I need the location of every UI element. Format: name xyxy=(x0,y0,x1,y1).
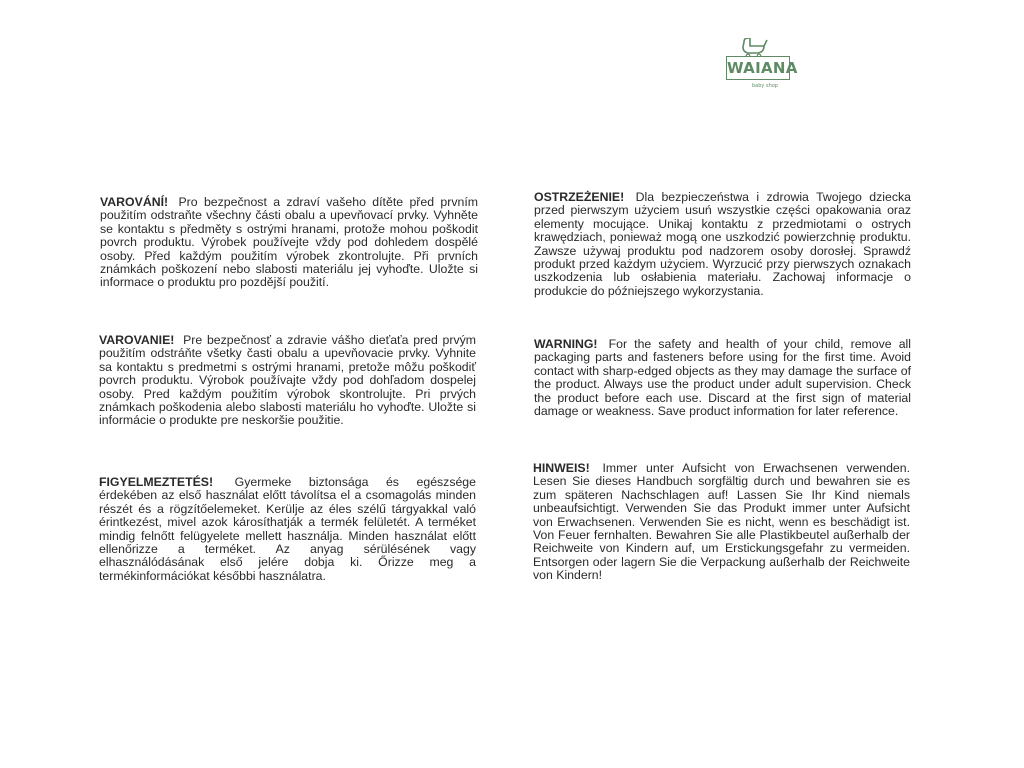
warning-text-cz: Pro bezpečnost a zdraví vašeho dítěte před prvním použitím odstraňte všechny části obalu a upevňovací prvky. Vyhněte se kontaktu s předměty s ostrými hranami, protože mohou poškodit povrch produktu. Výrobek používejte vždy pod dohledem dospělé osoby. Před každým použitím výrobek zkontrolujte. Při prvních známkách poškození nebo slabosti materiálu jej vyhoďte. Uložte si informace o produktu pro pozdější použití. xyxy=(100,195,478,290)
stroller-icon xyxy=(738,38,768,58)
warning-text-hu: Gyermeke biztonsága és egészsége érdekében az első használat előtt távolítsa el a csomagolás minden részét és a rögzítőelemeket. Kerülje az éles szélű tárgyakkal való érintkezést, mivel azok károsíthatják a termék felületét. A terméket mindig felnőtt felügyelete mellett használja. Minden használat előtt ellenőrizze a terméket. Az anyag sérülésének vagy elhasználódásának első jelére dobja ki. Őrizze meg a termékinformációkat későbbi használatra. xyxy=(99,475,476,583)
warning-block-cz xyxy=(100,196,478,290)
warning-heading-pl: OSTRZEŻENIE! xyxy=(534,190,625,204)
warning-text-sk: Pre bezpečnosť a zdravie vášho dieťaťa pred prvým použitím odstráňte všetky časti obalu a upevňovacie prvky. Vyhnite sa kontaktu s predmetmi s ostrými hranami, pretože môžu poškodiť povrch produktu. Výrobok používajte vždy pod dohľadom dospelej osoby. Pred každým použitím výrobok skontrolujte. Pri prvých známkach poškodenia alebo slabosti materiálu ho vyhoďte. Uložte si informácie o produkte pre neskoršie použitie. xyxy=(99,333,476,428)
warning-block-en xyxy=(534,338,911,418)
warning-heading-sk: VAROVANIE! xyxy=(99,333,175,347)
brand-logo xyxy=(724,38,798,96)
logo-frame xyxy=(726,56,798,80)
warning-heading-de: HINWEIS! xyxy=(533,461,590,475)
logo-name: WAIANA xyxy=(727,59,798,77)
warning-block-pl xyxy=(534,191,911,298)
warning-block-de xyxy=(533,462,910,583)
warning-block-hu xyxy=(99,476,476,583)
warning-text-de: Immer unter Aufsicht von Erwachsenen verwenden. Lesen Sie dieses Handbuch sorgfältig durch und bewahren sie es zum späteren Nachschlagen auf! Lassen Sie Ihr Kind niemals unbeaufsichtigt. Verwenden Sie das Produkt immer unter Aufsicht von Erwachsenen. Verwenden Sie es nicht, wenn es beschädigt ist. Von Feuer fernhalten. Bewahren Sie alle Plastikbeutel außerhalb der Reichweite von Kindern auf, um Erstickungsgefahr zu vermeiden. Entsorgen oder lagern Sie die Verpackung außerhalb der Reichweite von Kindern! xyxy=(533,461,910,583)
warning-heading-cz: VAROVÁNÍ! xyxy=(100,195,169,209)
warning-text-en: For the safety and health of your child, remove all packaging parts and fasteners before using for the first time. Avoid contact with sharp-edged objects as they may damage the surface of the product. Always use the product under adult supervision. Check the product before each use. Discard at the first sign of material damage or weakness. Save product information for later reference. xyxy=(534,337,911,419)
logo-tagline: baby shop xyxy=(752,83,778,89)
warning-text-pl: Dla bezpieczeństwa i zdrowia Twojego dziecka przed pierwszym użyciem usuń wszystkie części opakowania oraz elementy mocujące. Unikaj kontaktu z przedmiotami o ostrych krawędziach, ponieważ mogą one uszkodzić powierzchnię produktu. Zawsze używaj produktu pod nadzorem osoby dorosłej. Sprawdź produkt przed każdym użyciem. Wyrzucić przy pierwszych oznakach uszkodzenia lub osłabienia materiału. Zachowaj informacje o produkcie do późniejszego wykorzystania. xyxy=(534,190,911,298)
warning-heading-hu: FIGYELMEZTETÉS! xyxy=(99,475,214,489)
warning-heading-en: WARNING! xyxy=(534,337,598,351)
warning-block-sk xyxy=(99,334,476,428)
